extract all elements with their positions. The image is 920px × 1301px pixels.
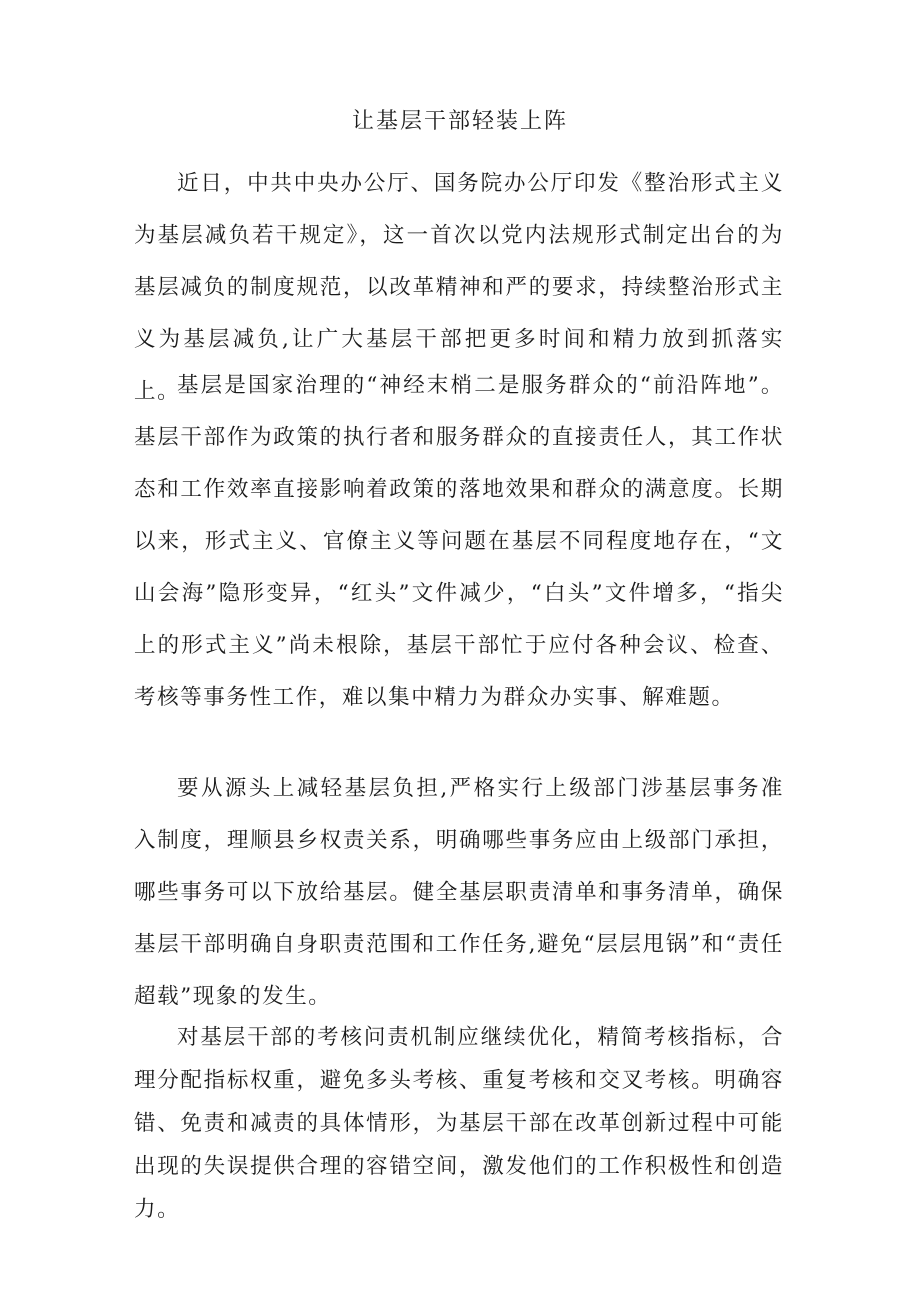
document-title: 让基层干部轻装上阵	[351, 109, 568, 134]
paragraph-2: 基层是国家治理的“神经末梢二是服务群众的“前沿阵地”。基层干部作为政策的执行者和服务群众的直接责任人，其工作状态和工作效率直接影响着政策的落地效果和群众的满意度。长期以来，形式主义、官僚主义等问题在基层不同程度地存在，“文山会海”隐形变异，“红头”文件减少，“白头”文件增多，“指尖上的形式主义”尚未根除，基层干部忙于应付各种会议、检查、考核等事务性工作，难以集中精力为群众办实事、解难题。	[134, 373, 784, 710]
paragraph-4: 对基层干部的考核问责机制应继续优化，精简考核指标，合理分配指标权重，避免多头考核、重复考核和交叉考核。明确容错、免责和减责的具体情形，为基层干部在改革创新过程中可能出现的失误提供合理的容错空间，激发他们的工作积极性和创造力。	[134, 1025, 784, 1222]
paragraph-1: 近日，中共中央办公厅、国务院办公厅印发《整治形式主义为基层减负若干规定》，这一首次以党内法规形式制定出台的为基层减负的制度规范，以改革精神和严的要求，持续整治形式主义为基层减负,让广大基层干部把更多时间和精力放到抓落实上。	[134, 171, 784, 404]
paragraph-3: 要从源头上减轻基层负担,严格实行上级部门涉基层事务准入制度，理顺县乡权责关系，明确哪些事务应由上级部门承担，哪些事务可以下放给基层。健全基层职责清单和事务清单，确保基层干部明确自身职责范围和工作任务,避免“层层甩锅”和“责任超载”现象的发生。	[134, 776, 784, 1009]
